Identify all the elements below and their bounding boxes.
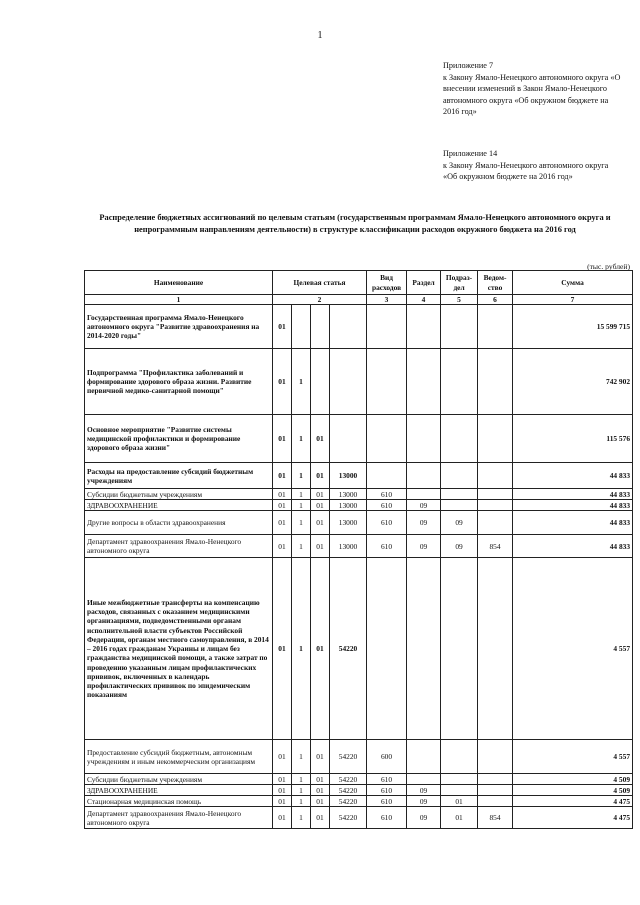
target-code-subprogram: 1: [292, 500, 311, 511]
subsection-code: 09: [441, 511, 478, 535]
table-row: [85, 558, 633, 740]
section-code: [407, 415, 441, 463]
target-code-subprogram: 1: [292, 796, 311, 807]
section-code: 09: [407, 511, 441, 535]
subsection-code: [441, 349, 478, 415]
department-code: [478, 558, 513, 740]
row-name: ЗДРАВООХРАНЕНИЕ: [85, 500, 273, 511]
department-code: 854: [478, 807, 513, 829]
target-code-event: 01: [311, 740, 330, 774]
section-code: 09: [407, 785, 441, 796]
target-code-subprogram: 1: [292, 415, 311, 463]
section-code: [407, 349, 441, 415]
table-row: [85, 511, 633, 535]
target-code-subprogram: 1: [292, 349, 311, 415]
row-name: Предоставление субсидий бюджетным, автономным учреждениям и иным некоммерческим организациям: [85, 740, 273, 774]
section-code: [407, 305, 441, 349]
department-code: [478, 415, 513, 463]
target-code-direction: 54220: [330, 774, 367, 785]
section-code: 09: [407, 535, 441, 558]
row-name: Субсидии бюджетным учреждениям: [85, 489, 273, 500]
budget-table: [84, 270, 633, 829]
amount: 4 557: [513, 740, 633, 774]
target-code-program: 01: [273, 807, 292, 829]
table-row: [85, 535, 633, 558]
expense-type: 600: [367, 740, 407, 774]
section-code: [407, 774, 441, 785]
col-number: 3: [367, 295, 407, 305]
section-code: [407, 489, 441, 500]
col-number: 6: [478, 295, 513, 305]
target-code-subprogram: 1: [292, 774, 311, 785]
subsection-code: 01: [441, 807, 478, 829]
subsection-code: [441, 740, 478, 774]
target-code-direction: [330, 305, 367, 349]
subsection-code: [441, 785, 478, 796]
target-code-event: 01: [311, 489, 330, 500]
header-razdel: Раздел: [407, 271, 441, 295]
row-name: Субсидии бюджетным учреждениям: [85, 774, 273, 785]
amount: 4 509: [513, 785, 633, 796]
subsection-code: [441, 558, 478, 740]
department-code: [478, 785, 513, 796]
row-name: Государственная программа Ямало-Ненецкого автономного округа "Развитие здравоохранения на 2014-2020 годы": [85, 305, 273, 349]
target-code-subprogram: 1: [292, 463, 311, 489]
target-code-program: 01: [273, 415, 292, 463]
expense-type: 610: [367, 535, 407, 558]
table-row: [85, 774, 633, 785]
target-code-direction: [330, 415, 367, 463]
target-code-event: [311, 305, 330, 349]
department-code: [478, 500, 513, 511]
target-code-subprogram: 1: [292, 740, 311, 774]
appendix-14-text: к Закону Ямало-Ненецкого автономного округа «Об окружном бюджете на 2016 год»: [443, 160, 609, 181]
department-code: [478, 463, 513, 489]
subsection-code: 01: [441, 796, 478, 807]
target-code-direction: [330, 349, 367, 415]
col-number: 2: [273, 295, 367, 305]
target-code-direction: 54220: [330, 785, 367, 796]
target-code-event: 01: [311, 500, 330, 511]
row-name: Иные межбюджетные трансферты на компенсацию расходов, связанных с оказанием медицинскими организациями, подведомственными органам исполнительной власти субъектов Российской Федерации, органам местного самоуправления, в 2014 – 2016 годах гражданам Украины и лицам без гражданства медицинской помощи, а также затрат по проведению указанным лицам профилактических прививок, включенных в календарь профилактических прививок по эпидемическим показаниям: [85, 558, 273, 740]
target-code-program: 01: [273, 796, 292, 807]
expense-type: [367, 349, 407, 415]
department-code: [478, 740, 513, 774]
header-vid: Вид расходов: [367, 271, 407, 295]
target-code-subprogram: 1: [292, 785, 311, 796]
amount: 44 833: [513, 463, 633, 489]
row-name: Подпрограмма "Профилактика заболеваний и формирование здорового образа жизни. Развитие первичной медико-санитарной помощи": [85, 349, 273, 415]
table-row: [85, 807, 633, 829]
amount: 44 833: [513, 535, 633, 558]
appendix-14-note: [443, 148, 623, 183]
subsection-code: [441, 305, 478, 349]
department-code: [478, 796, 513, 807]
department-code: [478, 511, 513, 535]
expense-type: 610: [367, 489, 407, 500]
expense-type: 610: [367, 785, 407, 796]
amount: 4 475: [513, 796, 633, 807]
section-code: 09: [407, 807, 441, 829]
header-vedomstvo: Ведом-ство: [478, 271, 513, 295]
table-row: [85, 305, 633, 349]
appendix-7-text: к Закону Ямало-Ненецкого автономного округа «О внесении изменений в Закон Ямало-Ненецкого автономного округа «Об окружном бюджете на 2016 год»: [443, 72, 621, 116]
target-code-program: 01: [273, 774, 292, 785]
row-name: Департамент здравоохранения Ямало-Ненецкого автономного округа: [85, 807, 273, 829]
expense-type: [367, 558, 407, 740]
expense-type: [367, 305, 407, 349]
amount: 44 833: [513, 511, 633, 535]
subsection-code: [441, 415, 478, 463]
col-number: 4: [407, 295, 441, 305]
amount: 15 599 715: [513, 305, 633, 349]
amount: 4 557: [513, 558, 633, 740]
target-code-event: 01: [311, 463, 330, 489]
expense-type: 610: [367, 774, 407, 785]
expense-type: 610: [367, 807, 407, 829]
amount: 44 833: [513, 500, 633, 511]
target-code-direction: 13000: [330, 500, 367, 511]
target-code-direction: 13000: [330, 489, 367, 500]
target-code-program: 01: [273, 535, 292, 558]
subsection-code: [441, 489, 478, 500]
target-code-event: 01: [311, 785, 330, 796]
target-code-event: 01: [311, 511, 330, 535]
target-code-subprogram: [292, 305, 311, 349]
target-code-subprogram: 1: [292, 807, 311, 829]
section-code: [407, 740, 441, 774]
section-code: [407, 463, 441, 489]
target-code-event: 01: [311, 535, 330, 558]
target-code-program: 01: [273, 511, 292, 535]
document-title: Распределение бюджетных ассигнований по целевым статьям (государственным программам Ямало-Ненецкого автономного округа и непрограммным направлениям деятельности) в структуре классификации расходов окружного бюджета на 2016 год: [99, 213, 611, 234]
row-name: ЗДРАВООХРАНЕНИЕ: [85, 785, 273, 796]
target-code-event: 01: [311, 796, 330, 807]
table-row: [85, 489, 633, 500]
table-row: [85, 415, 633, 463]
header-target: Целевая статья: [273, 271, 367, 295]
target-code-event: 01: [311, 807, 330, 829]
col-number: 7: [513, 295, 633, 305]
row-name: Стационарная медицинская помощь: [85, 796, 273, 807]
page-number: 1: [317, 30, 323, 41]
target-code-program: 01: [273, 500, 292, 511]
amount: 4 475: [513, 807, 633, 829]
table-row: [85, 796, 633, 807]
header-row: [85, 271, 633, 295]
units-label: (тыс. рублей): [587, 262, 630, 271]
expense-type: [367, 463, 407, 489]
appendix-7-heading: Приложение 7: [443, 61, 494, 70]
subsection-code: [441, 500, 478, 511]
section-code: [407, 558, 441, 740]
target-code-direction: 13000: [330, 463, 367, 489]
expense-type: 610: [367, 796, 407, 807]
section-code: 09: [407, 796, 441, 807]
row-name: Департамент здравоохранения Ямало-Ненецкого автономного округа: [85, 535, 273, 558]
department-code: [478, 489, 513, 500]
target-code-program: 01: [273, 463, 292, 489]
target-code-subprogram: 1: [292, 489, 311, 500]
amount: 742 902: [513, 349, 633, 415]
header-name: Наименование: [85, 271, 273, 295]
col-number: 1: [85, 295, 273, 305]
amount: 44 833: [513, 489, 633, 500]
expense-type: 610: [367, 511, 407, 535]
target-code-subprogram: 1: [292, 558, 311, 740]
target-code-event: 01: [311, 415, 330, 463]
row-name: Расходы на предоставление субсидий бюджетным учреждениям: [85, 463, 273, 489]
header-summa: Сумма: [513, 271, 633, 295]
target-code-subprogram: 1: [292, 511, 311, 535]
amount: 115 576: [513, 415, 633, 463]
department-code: [478, 349, 513, 415]
table-row: [85, 463, 633, 489]
target-code-direction: 54220: [330, 740, 367, 774]
subsection-code: [441, 463, 478, 489]
target-code-event: 01: [311, 558, 330, 740]
subsection-code: [441, 774, 478, 785]
row-name: Основное мероприятие "Развитие системы медицинской профилактики и формирование здорового образа жизни": [85, 415, 273, 463]
department-code: [478, 774, 513, 785]
target-code-program: 01: [273, 785, 292, 796]
target-code-direction: 54220: [330, 796, 367, 807]
subsection-code: 09: [441, 535, 478, 558]
table-row: [85, 785, 633, 796]
col-number: 5: [441, 295, 478, 305]
table-row: [85, 349, 633, 415]
target-code-direction: 13000: [330, 511, 367, 535]
target-code-program: 01: [273, 740, 292, 774]
target-code-event: 01: [311, 774, 330, 785]
target-code-program: 01: [273, 489, 292, 500]
expense-type: [367, 415, 407, 463]
target-code-event: [311, 349, 330, 415]
header-podrazdel: Подраз-дел: [441, 271, 478, 295]
department-code: 854: [478, 535, 513, 558]
target-code-direction: 54220: [330, 558, 367, 740]
amount: 4 509: [513, 774, 633, 785]
appendix-14-heading: Приложение 14: [443, 149, 498, 158]
department-code: [478, 305, 513, 349]
section-code: 09: [407, 500, 441, 511]
target-code-program: 01: [273, 305, 292, 349]
table-row: [85, 740, 633, 774]
target-code-program: 01: [273, 558, 292, 740]
expense-type: 610: [367, 500, 407, 511]
target-code-direction: 13000: [330, 535, 367, 558]
row-name: Другие вопросы в области здравоохранения: [85, 511, 273, 535]
target-code-direction: 54220: [330, 807, 367, 829]
target-code-subprogram: 1: [292, 535, 311, 558]
appendix-7-note: [443, 60, 623, 118]
table-row: [85, 500, 633, 511]
column-number-row: [85, 295, 633, 305]
target-code-program: 01: [273, 349, 292, 415]
